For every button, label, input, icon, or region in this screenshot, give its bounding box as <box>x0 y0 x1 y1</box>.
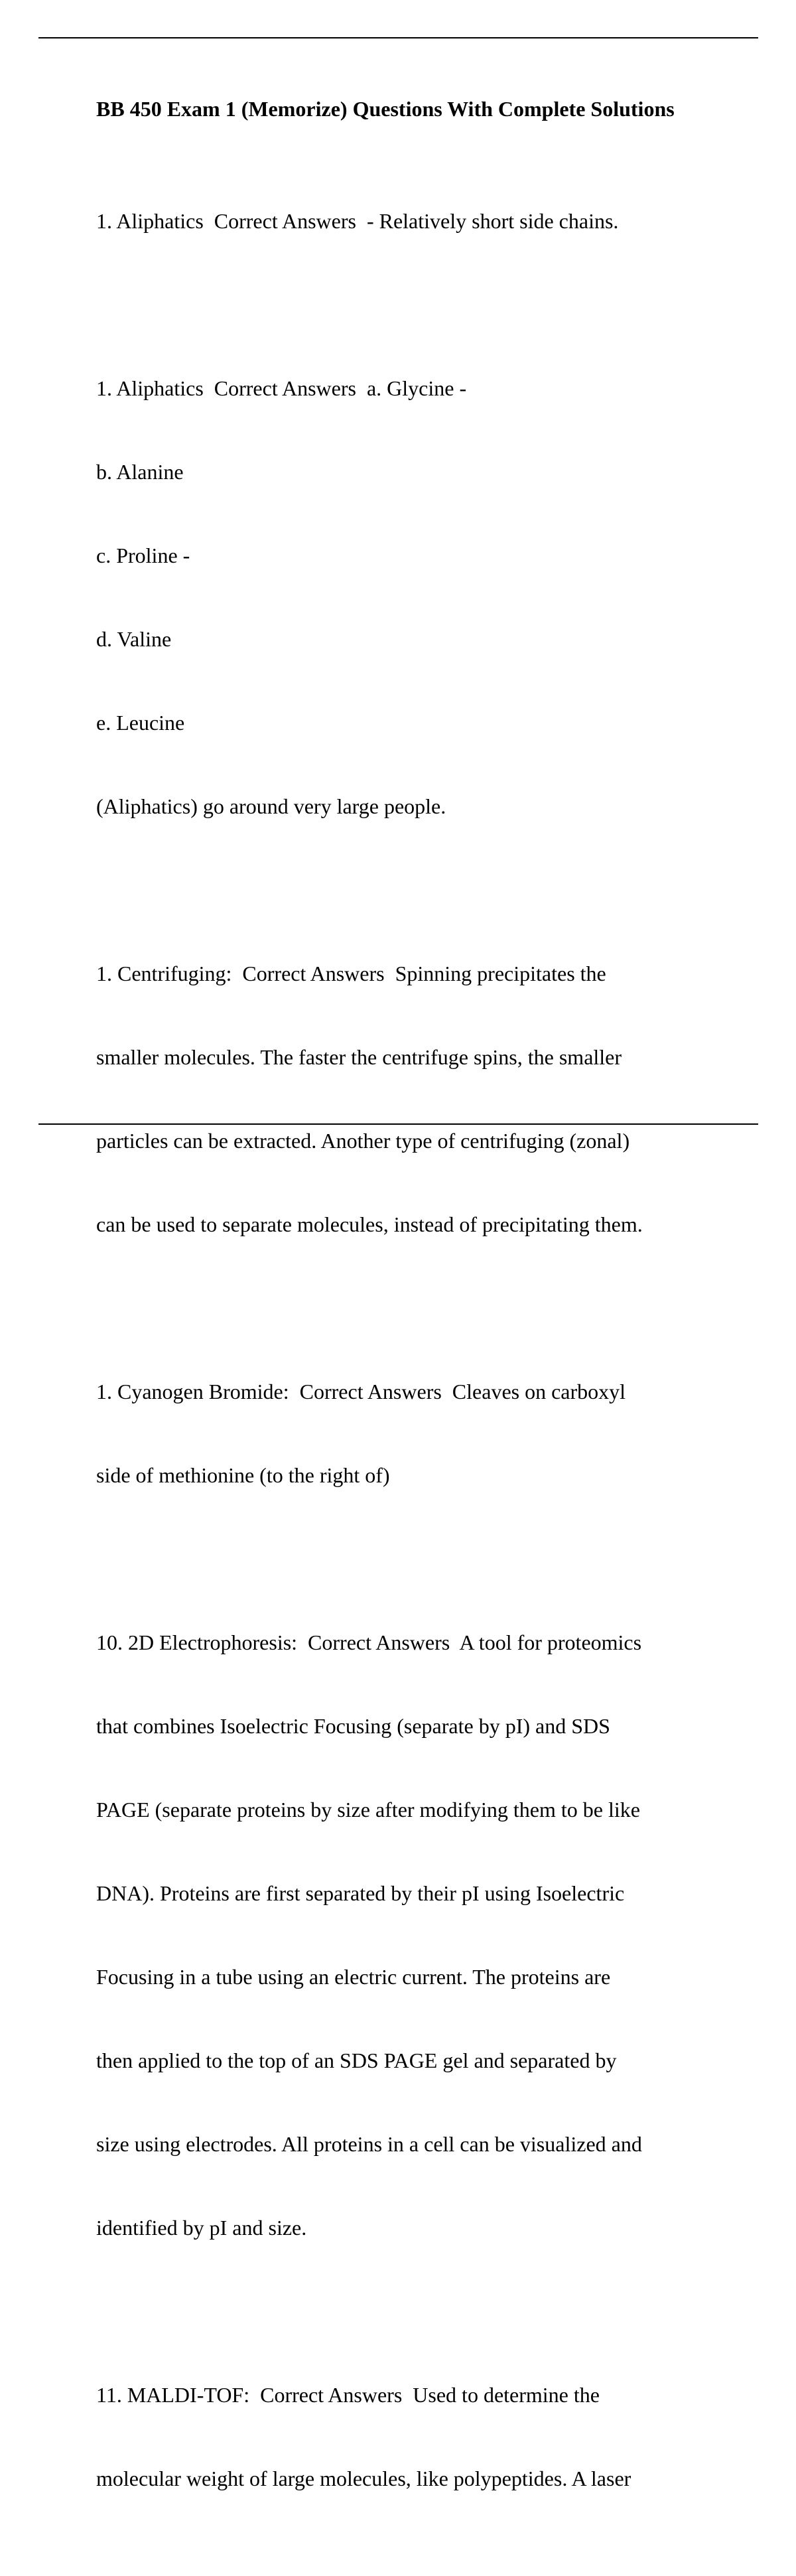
entry-line: size using electrodes. All proteins in a cell can be visualized and <box>96 2132 642 2156</box>
document-title: BB 450 Exam 1 (Memorize) Questions With Complete Solutions <box>96 97 675 121</box>
entry-line: PAGE (separate proteins by size after modifying them to be like <box>96 1798 640 1822</box>
entry-line: 1. Aliphatics Correct Answers a. Glycine - <box>96 376 467 400</box>
entry-line: 10. 2D Electrophoresis: Correct Answers A tool for proteomics <box>96 1630 642 1654</box>
entry-line: d. Valine <box>96 627 172 651</box>
entry-line: can be used to separate molecules, instead of precipitating them. <box>96 1212 643 1236</box>
qa-entry-2d-electrophoresis <box>96 1573 726 2297</box>
document-body <box>96 96 726 2576</box>
entry-line: 1. Centrifuging: Correct Answers Spinning precipitates the <box>96 962 606 985</box>
entry-line: 11. MALDI-TOF: Correct Answers Used to determine the <box>96 2383 600 2407</box>
entry-line: smaller molecules. The faster the centrifuge spins, the smaller <box>96 1045 622 1069</box>
entry-line: (Aliphatics) go around very large people. <box>96 794 446 818</box>
qa-entry-centrifuging <box>96 904 726 1294</box>
entry-line: particles can be extracted. Another type of centrifuging (zonal) <box>96 1129 630 1153</box>
entry-line: then applied to the top of an SDS PAGE gel and separated by <box>96 2048 617 2072</box>
bottom-rule <box>38 1123 758 1125</box>
entry-line: c. Proline - <box>96 543 190 567</box>
entry-line: that combines Isoelectric Focusing (separate by pI) and SDS <box>96 1714 610 1738</box>
qa-entry-maldi-tof <box>96 2325 726 2548</box>
entry-line: DNA). Proteins are first separated by their pI using Isoelectric <box>96 1881 625 1905</box>
qa-entry-cyanogen-bromide <box>96 1322 726 1545</box>
entry-line: 1. Cyanogen Bromide: Correct Answers Cleaves on carboxyl <box>96 1380 626 1403</box>
qa-entry-aliphatics-2 <box>96 319 726 876</box>
entry-line: side of methionine (to the right of) <box>96 1463 390 1487</box>
entry-line: 1. Aliphatics Correct Answers - Relatively short side chains. <box>96 209 619 233</box>
entry-line: b. Alanine <box>96 460 184 484</box>
entry-line: Focusing in a tube using an electric current. The proteins are <box>96 1965 611 1989</box>
entry-line: identified by pI and size. <box>96 2216 307 2240</box>
qa-entry-aliphatics-1 <box>96 151 726 291</box>
top-rule <box>38 37 758 38</box>
entry-line: e. Leucine <box>96 711 185 735</box>
entry-line: molecular weight of large molecules, like polypeptides. A laser <box>96 2467 631 2490</box>
